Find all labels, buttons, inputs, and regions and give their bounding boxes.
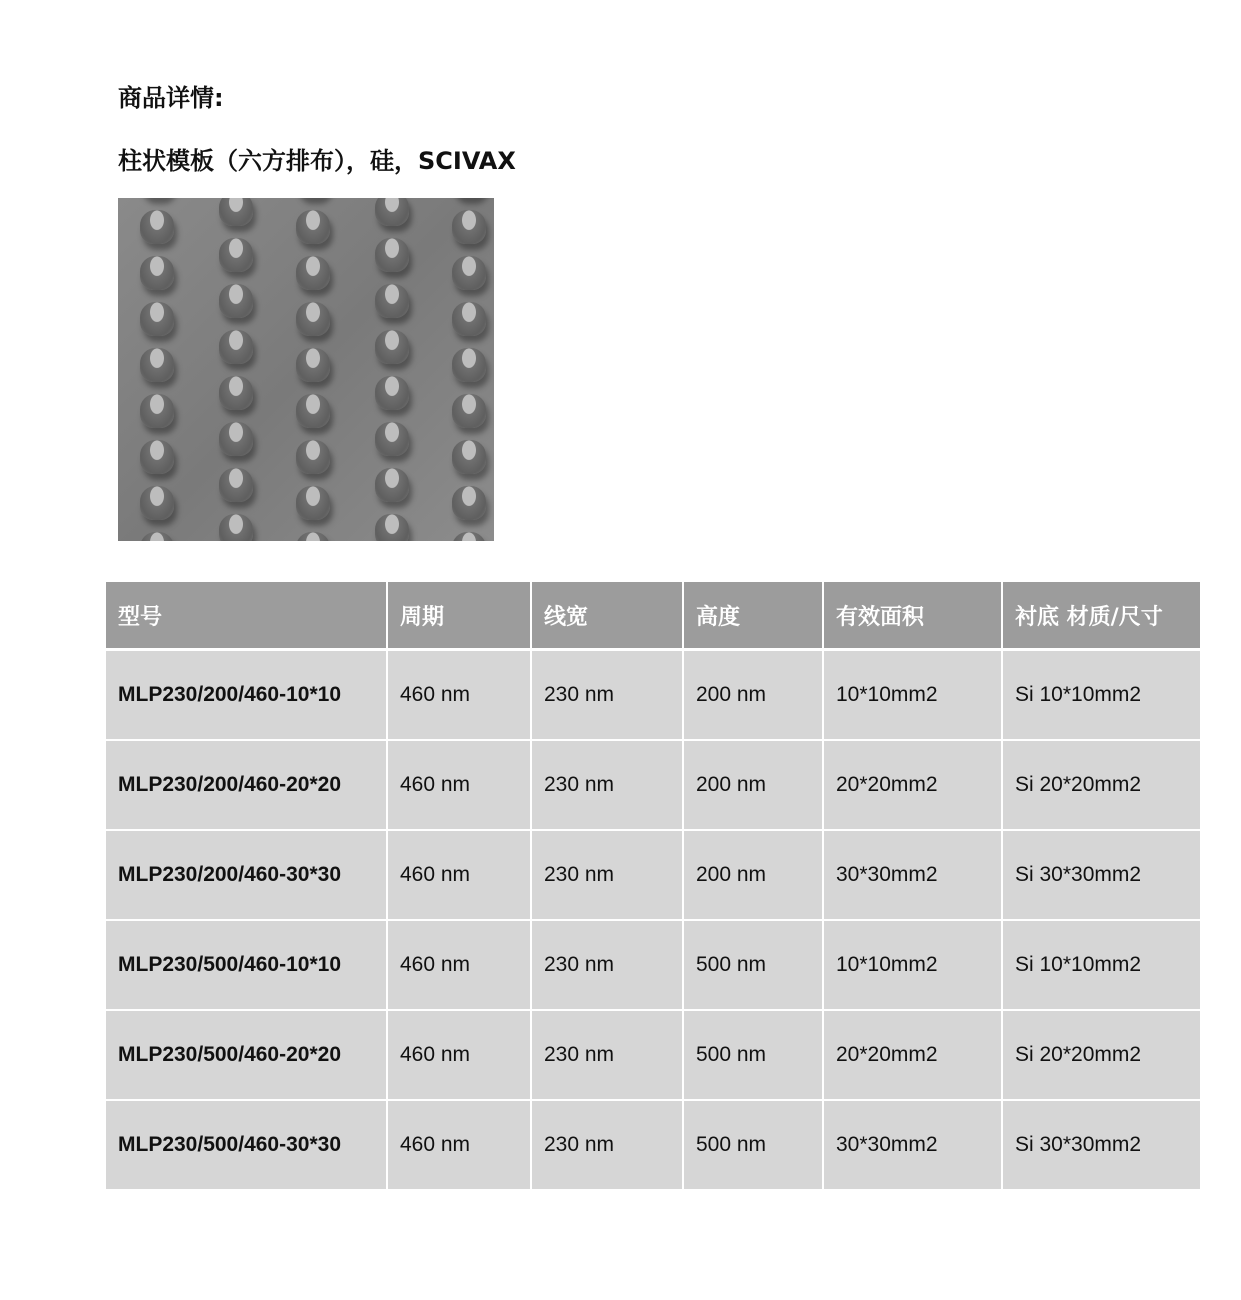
sem-micrograph-icon bbox=[118, 198, 494, 541]
table-row bbox=[106, 740, 1200, 830]
pillar bbox=[140, 256, 174, 290]
pillar bbox=[219, 238, 253, 272]
cell-linewidth: 230 nm bbox=[531, 830, 683, 920]
table-row bbox=[106, 920, 1200, 1010]
pillar bbox=[452, 348, 486, 382]
pillar bbox=[375, 330, 409, 364]
cell-effective-area: 30*30mm2 bbox=[823, 1100, 1002, 1190]
cell-height: 200 nm bbox=[683, 830, 823, 920]
pillar bbox=[452, 486, 486, 520]
pillar bbox=[140, 440, 174, 474]
cell-height: 500 nm bbox=[683, 1100, 823, 1190]
cell-model: MLP230/200/460-20*20 bbox=[106, 740, 387, 830]
cell-linewidth: 230 nm bbox=[531, 1010, 683, 1100]
spec-table bbox=[106, 582, 1200, 1191]
pillar bbox=[219, 330, 253, 364]
cell-height: 200 nm bbox=[683, 650, 823, 741]
pillar bbox=[296, 394, 330, 428]
pillar bbox=[296, 302, 330, 336]
cell-period: 460 nm bbox=[387, 1010, 531, 1100]
cell-effective-area: 20*20mm2 bbox=[823, 740, 1002, 830]
cell-height: 200 nm bbox=[683, 740, 823, 830]
section-title: 商品详情: bbox=[118, 84, 224, 112]
cell-substrate: Si 30*30mm2 bbox=[1002, 830, 1200, 920]
cell-model: MLP230/500/460-30*30 bbox=[106, 1100, 387, 1190]
pillar bbox=[375, 284, 409, 318]
pillar bbox=[452, 210, 486, 244]
cell-effective-area: 10*10mm2 bbox=[823, 920, 1002, 1010]
table-row bbox=[106, 650, 1200, 741]
cell-model: MLP230/200/460-10*10 bbox=[106, 650, 387, 741]
pillar bbox=[296, 532, 330, 541]
pillar bbox=[296, 256, 330, 290]
pillar bbox=[219, 514, 253, 541]
pillar bbox=[452, 532, 486, 541]
cell-linewidth: 230 nm bbox=[531, 1100, 683, 1190]
cell-model: MLP230/500/460-20*20 bbox=[106, 1010, 387, 1100]
pillar bbox=[140, 348, 174, 382]
pillar bbox=[375, 422, 409, 456]
cell-linewidth: 230 nm bbox=[531, 920, 683, 1010]
cell-substrate: Si 30*30mm2 bbox=[1002, 1100, 1200, 1190]
pillar bbox=[296, 486, 330, 520]
pillar bbox=[140, 302, 174, 336]
pillar bbox=[140, 210, 174, 244]
cell-substrate: Si 10*10mm2 bbox=[1002, 650, 1200, 741]
pillar bbox=[296, 210, 330, 244]
pillar bbox=[375, 198, 409, 226]
pillar bbox=[452, 440, 486, 474]
header-effective-area: 有效面积 bbox=[823, 582, 1002, 650]
header-substrate: 衬底 材质/尺寸 bbox=[1002, 582, 1200, 650]
cell-height: 500 nm bbox=[683, 1010, 823, 1100]
cell-linewidth: 230 nm bbox=[531, 650, 683, 741]
cell-period: 460 nm bbox=[387, 920, 531, 1010]
cell-period: 460 nm bbox=[387, 830, 531, 920]
pillar bbox=[219, 284, 253, 318]
pillar bbox=[219, 422, 253, 456]
cell-effective-area: 10*10mm2 bbox=[823, 650, 1002, 741]
header-period: 周期 bbox=[387, 582, 531, 650]
pillar bbox=[296, 440, 330, 474]
cell-linewidth: 230 nm bbox=[531, 740, 683, 830]
pillar bbox=[375, 376, 409, 410]
header-linewidth: 线宽 bbox=[531, 582, 683, 650]
pillar bbox=[219, 376, 253, 410]
table-row bbox=[106, 1100, 1200, 1190]
product-title: 柱状模板（六方排布），硅，SCIVAX bbox=[118, 147, 516, 175]
cell-period: 460 nm bbox=[387, 1100, 531, 1190]
pillar bbox=[452, 302, 486, 336]
pillar bbox=[375, 238, 409, 272]
pillar bbox=[219, 468, 253, 502]
pillar bbox=[219, 198, 253, 226]
cell-effective-area: 30*30mm2 bbox=[823, 830, 1002, 920]
pillar bbox=[375, 514, 409, 541]
cell-substrate: Si 10*10mm2 bbox=[1002, 920, 1200, 1010]
table-header-row bbox=[106, 582, 1200, 650]
cell-period: 460 nm bbox=[387, 650, 531, 741]
cell-period: 460 nm bbox=[387, 740, 531, 830]
table-row bbox=[106, 830, 1200, 920]
cell-height: 500 nm bbox=[683, 920, 823, 1010]
pillar bbox=[140, 532, 174, 541]
pillar bbox=[452, 394, 486, 428]
pillar bbox=[140, 486, 174, 520]
pillar bbox=[375, 468, 409, 502]
cell-effective-area: 20*20mm2 bbox=[823, 1010, 1002, 1100]
cell-substrate: Si 20*20mm2 bbox=[1002, 1010, 1200, 1100]
header-height: 高度 bbox=[683, 582, 823, 650]
cell-model: MLP230/200/460-30*30 bbox=[106, 830, 387, 920]
table-row bbox=[106, 1010, 1200, 1100]
cell-substrate: Si 20*20mm2 bbox=[1002, 740, 1200, 830]
cell-model: MLP230/500/460-10*10 bbox=[106, 920, 387, 1010]
pillar bbox=[140, 394, 174, 428]
pillar bbox=[296, 348, 330, 382]
pillar bbox=[452, 256, 486, 290]
header-model: 型号 bbox=[106, 582, 387, 650]
